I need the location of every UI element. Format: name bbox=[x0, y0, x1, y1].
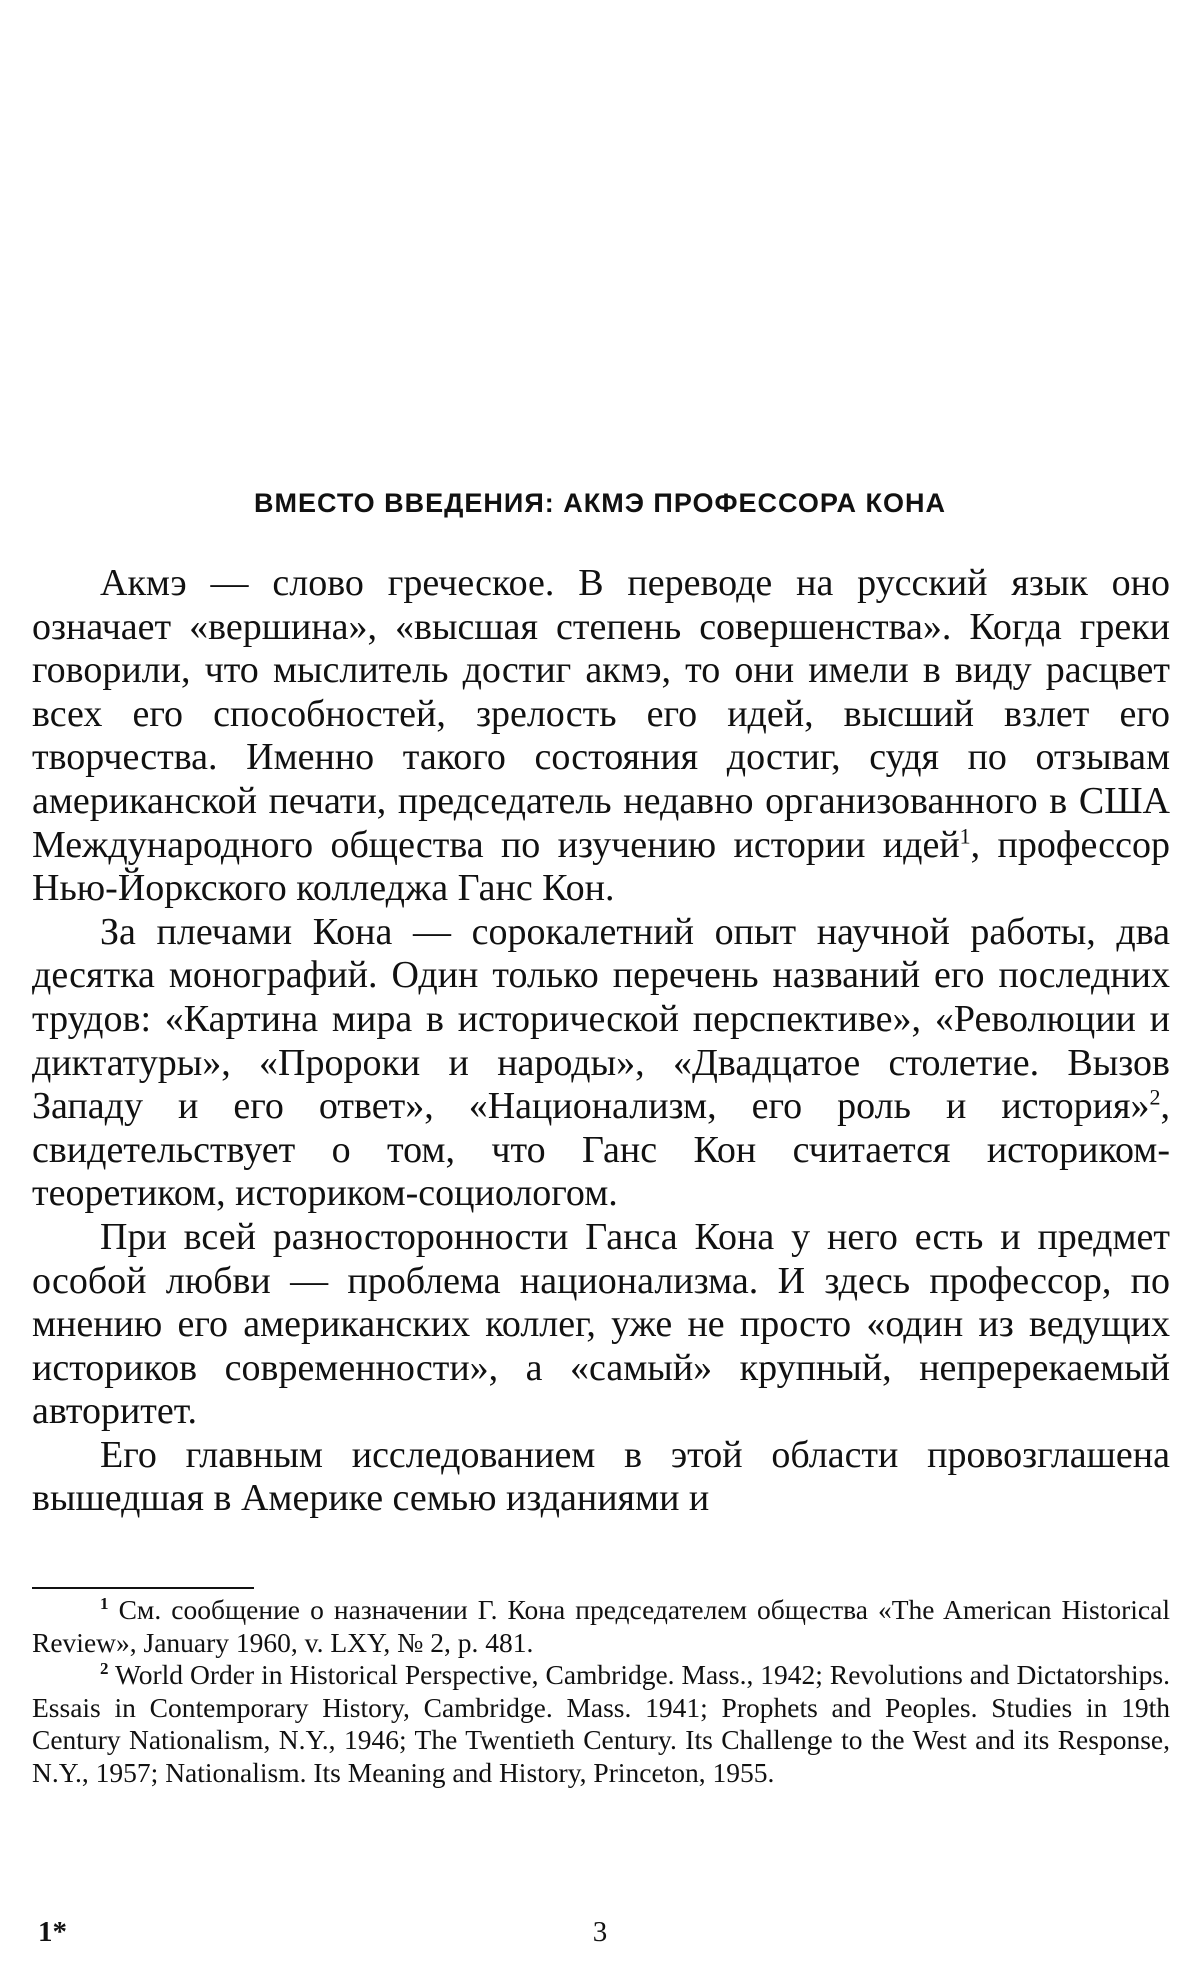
footnotes bbox=[32, 1594, 1170, 1789]
footnote-reference: 1 bbox=[959, 822, 971, 848]
paragraph-text: , свидетельствует о том, что Ганс Кон считается историком-теоретиком, историком-социологом. bbox=[32, 1085, 1170, 1215]
paragraph bbox=[32, 911, 1170, 1216]
footnote-number: 1 bbox=[100, 1593, 109, 1613]
chapter-title: ВМЕСТО ВВЕДЕНИЯ: АКМЭ ПРОФЕССОРА КОНА bbox=[254, 488, 946, 518]
paragraph bbox=[32, 562, 1170, 911]
main-text bbox=[32, 562, 1170, 1521]
paragraph-text: , профессор Нью-Йоркского колледжа Ганс Кон. bbox=[32, 823, 1170, 910]
paragraph: Его главным исследованием в этой области провозглашена вышедшая в Америке семью изданиями и bbox=[32, 1433, 1170, 1520]
paragraph: При всей разносторонности Ганса Кона у него есть и предмет особой любви — проблема национализма. И здесь профессор, по мнению его американских коллег, уже не просто «один из ведущих историков современности», а «самый» крупный, непререкаемый авторитет. bbox=[32, 1215, 1170, 1433]
footnote-reference: 2 bbox=[1149, 1084, 1161, 1110]
footnote-text: См. сообщение о назначении Г. Кона председателем общества «The American Historical Review», January 1960, v. LXY, № 2, p. 481. bbox=[32, 1594, 1170, 1658]
page-number: 3 bbox=[592, 1916, 608, 1948]
paragraph-text: Акмэ — слово греческое. В переводе на русский язык оно означает «вершина», «высшая степень совершенства». Когда греки говорили, что мыслитель достиг акмэ, то они имели в виду расцвет всех его способностей, зрелость его идей, высший взлет его творчества. Именно такого состояния достиг, судя по отзывам американской печати, председатель недавно организованного в США Международного общества по изучению истории идей bbox=[32, 562, 1170, 866]
footnote-number: 2 bbox=[100, 1658, 109, 1678]
footnote-divider bbox=[32, 1587, 254, 1589]
footnote bbox=[32, 1659, 1170, 1789]
footnote-text: World Order in Historical Perspective, Cambridge. Mass., 1942; Revolutions and Dictatorships. Essais in Contemporary History, Cambridge. Mass. 1941; Prophets and Peoples. Studies in 19th Century Nationalism, N.Y., 1946; The Twentieth Century. Its Challenge to the West and its Response, N.Y., 1957; Nationalism. Its Meaning and History, Princeton, 1955. bbox=[32, 1659, 1170, 1788]
footnote bbox=[32, 1594, 1170, 1659]
paragraph-text: За плечами Кона — сорокалетний опыт научной работы, два десятка монографий. Один только перечень названий его последних трудов: «Картина мира в исторической перспективе», «Революции и диктатуры», «Пророки и народы», «Двадцатое столетие. Вызов Западу и его ответ», «Национализм, его роль и история» bbox=[32, 910, 1170, 1128]
signature-mark: 1* bbox=[38, 1916, 67, 1948]
